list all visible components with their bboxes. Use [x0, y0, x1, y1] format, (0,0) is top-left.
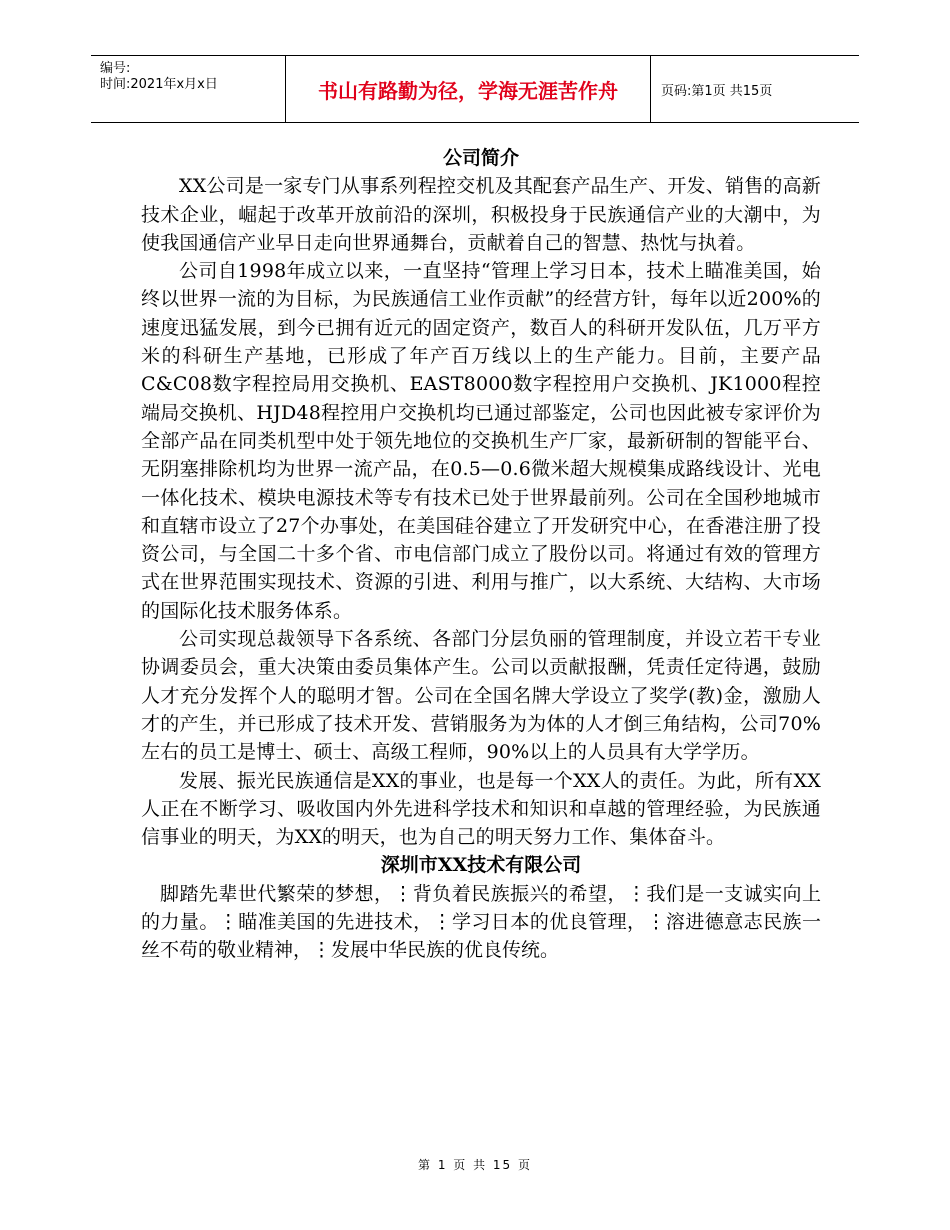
paragraph: 公司实现总裁领导下各系统、各部门分层负丽的管理制度，并设立若干专业协调委员会，重大决策由委员集体产生。公司以贡献报酬，凭责任定待遇，鼓励人才充分发挥个人的聪明才智。公司在全国名牌大学设立了奖学(教)金，激励人才的产生，并已形成了技术开发、营销服务为为体的人才倒三角结构，公司70%左右的员工是博士、硕士、高级工程师，90%以上的人员具有大学学历。 — [141, 628, 821, 764]
document-title: 公司简介 — [442, 147, 519, 169]
page-header — [91, 55, 859, 123]
company-name: 深圳市XX技术有限公司 — [380, 854, 582, 877]
doc-time-label: 时间:2021年x月x日 — [100, 77, 218, 92]
paragraph: 发展、振光民族通信是XX的事业，也是每一个XX人的责任。为此，所有XX人正在不断学习、吸收国内外先进科学技术和知识和卓越的管理经验，为民族通信事业的明天，为XX的明天，也为自己的明天努力工作、集体奋斗。 — [141, 769, 821, 849]
doc-number-label: 编号: — [100, 61, 131, 76]
header-motto: 书山有路勤为径，学海无涯苦作舟 — [286, 56, 651, 122]
header-page-number: 页码:第1页 共15页 — [661, 83, 773, 99]
paragraph: XX公司是一家专门从事系列程控交机及其配套产品生产、开发、销售的高新技术企业，崛起于改革开放前沿的深圳，积极投身于民族通信产业的大潮中，为使我国通信产业早日走向世界通舞台，贡献着自己的智慧、热忱与执着。 — [141, 175, 821, 254]
document-body — [141, 144, 821, 965]
paragraph: 公司自1998年成立以来，一直坚持“管理上学习日本，技术上瞄准美国，始终以世界一流的为目标，为民族通信工业作贡献”的经营方针，每年以近200%的速度迅猛发展，到今已拥有近元的固定资产，数百人的科研开发队伍，几万平方米的科研生产基地，已形成了年产百万线以上的生产能力。目前，主要产品C&C08数字程控局用交换机、EAST8000数字程控用户交换机、JK1000程控端局交换机、HJD48程控用户交换机均已通过部鉴定，公司也因此被专家评价为全部产品在同类机型中处于领先地位的交换机生产厂家，最新研制的智能平台、无阴塞排除机均为世界一流产品，在0.5—0.6微米超大规模集成路线设计、光电一体化技术、模块电源技术等专有技术已处于世界最前列。公司在全国秒地城市和直辖市设立了27个办事处，在美国硅谷建立了开发研究中心，在香港注册了投资公司，与全国二十多个省、市电信部门成立了股份以司。将通过有效的管理方式在世界范围实现技术、资源的引进、利用与推广，以大系统、大结构、大市场的国际化技术服务体系。 — [141, 260, 821, 622]
company-slogan: 脚踏先辈世代繁荣的梦想，⋮背负着民族振兴的希望，⋮我们是一支诚实向上的力量。⋮瞄准美国的先进技术，⋮学习日本的优良管理，⋮溶进德意志民族一丝不苟的敬业精神，⋮发展中华民族的优良传统。 — [141, 882, 821, 962]
header-meta — [91, 56, 286, 122]
page-footer: 第 1 页 共 15 页 — [418, 1158, 532, 1172]
